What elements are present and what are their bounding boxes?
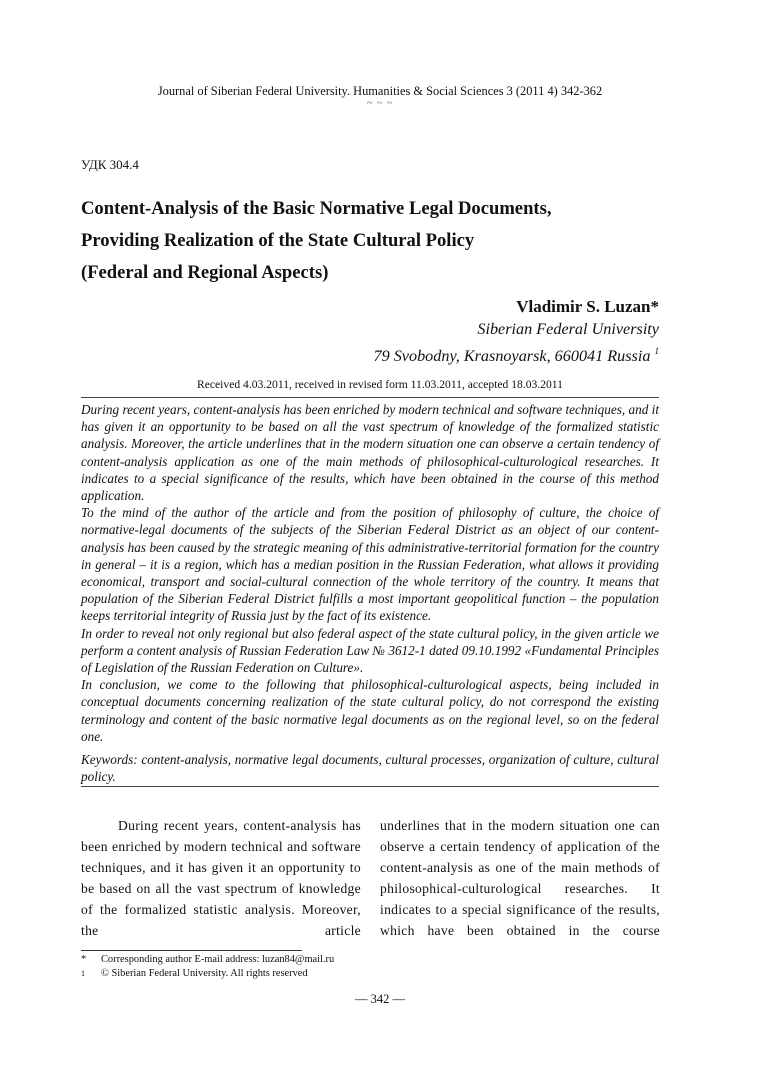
author-affiliation: Siberian Federal University xyxy=(477,320,659,338)
author-block xyxy=(373,296,659,367)
article-title xyxy=(81,193,681,289)
footnote-mark: 1 xyxy=(81,968,85,978)
footnote-rule xyxy=(81,950,302,951)
footnote-ref[interactable]: 1 xyxy=(654,346,659,356)
journal-header: Journal of Siberian Federal University. Humanities & Social Sciences 3 (2011 4) 342-362 xyxy=(157,84,603,98)
author-name: Vladimir S. Luzan* xyxy=(516,297,659,316)
title-line: Providing Realization of the State Cultural Policy xyxy=(81,230,475,251)
abstract-paragraph: In order to reveal not only regional but also federal aspect of the state cultural policy, in the given article we perform a content analysis of Russian Federation Law № 3612-1 dated 09.10.1992 «Fundamental Principles of Legislation of the Russian Federation on Culture». xyxy=(81,625,659,676)
abstract-paragraph: During recent years, content-analysis has been enriched by modern technical and software techniques, and it has given it an opportunity to be based on all the vast spectrum of knowledge of the formalized statistic analysis. Moreover, the article underlines that in the modern situation one can observe a certain tendency of content-analysis application as one of the main methods of philosophical-culturological researches. It indicates to a special significance of the results, which have been obtained in the course of this method application. xyxy=(81,402,659,504)
footnote xyxy=(81,953,334,967)
udk-code: УДК 304.4 xyxy=(81,157,139,172)
footnote xyxy=(81,967,334,981)
abstract xyxy=(81,401,659,785)
footnotes xyxy=(81,953,334,980)
address-text: 79 Svobodny, Krasnoyarsk, 660041 Russia xyxy=(373,347,651,365)
keywords: Keywords: content-analysis, normative legal documents, cultural processes, organization of culture, cultural policy. xyxy=(81,752,659,785)
footnote-text: Corresponding author E-mail address: luzan84@mail.ru xyxy=(101,954,335,965)
title-line: (Federal and Regional Aspects) xyxy=(81,262,329,283)
body-paragraph: underlines that in the modern situation one can observe a certain tendency of application of the content-analysis as one of the main methods of philosophical-culturological researches. It indicates to a special significance of the results, which have been obtained in the course xyxy=(380,818,660,938)
abstract-paragraph: In conclusion, we come to the following that philosophical-culturological aspects, being included in conceptual documents concerning realization of the state cultural policy, do not correspond the existing terminology and content of the basic normative legal documents as on the regional level, so on the federal one. xyxy=(81,677,659,744)
body-column-left xyxy=(81,815,361,941)
title-line: Content-Analysis of the Basic Normative Legal Documents, xyxy=(81,198,552,219)
body-paragraph: During recent years, content-analysis has been enriched by modern technical and software techniques, and it has given it an opportunity to be based on all the vast spectrum of knowledge of the formalized statistic analysis. Moreover, the article xyxy=(81,818,361,938)
abstract-bottom-rule xyxy=(81,786,659,787)
received-dates: Received 4.03.2011, received in revised form 11.03.2011, accepted 18.03.2011 xyxy=(197,378,563,391)
body-column-right xyxy=(380,815,660,941)
header-separator: ~ ~ ~ xyxy=(366,98,394,109)
footnote-mark: * xyxy=(81,954,87,965)
footnote-text: © Siberian Federal University. All rights reserved xyxy=(101,967,308,979)
abstract-paragraph: To the mind of the author of the article and from the position of philosophy of culture, the choice of normative-legal documents of the subjects of the Siberian Federal District as an object of our content-analysis has been caused by the strategic meaning of this administrative-territorial formation for the country in general – it is a region, which has a median position in the Russian Federation, what allows it providing economical, transport and social-cultural connection of the whole territory of the country. It means that population of the Siberian Federal District fulfills a most important geopolitical function – the population keeps territorial integrity of Russia just by the fact of its existence. xyxy=(81,505,659,624)
author-address xyxy=(373,340,659,367)
page-number: — 342 — xyxy=(355,992,405,1006)
abstract-top-rule xyxy=(81,397,659,398)
